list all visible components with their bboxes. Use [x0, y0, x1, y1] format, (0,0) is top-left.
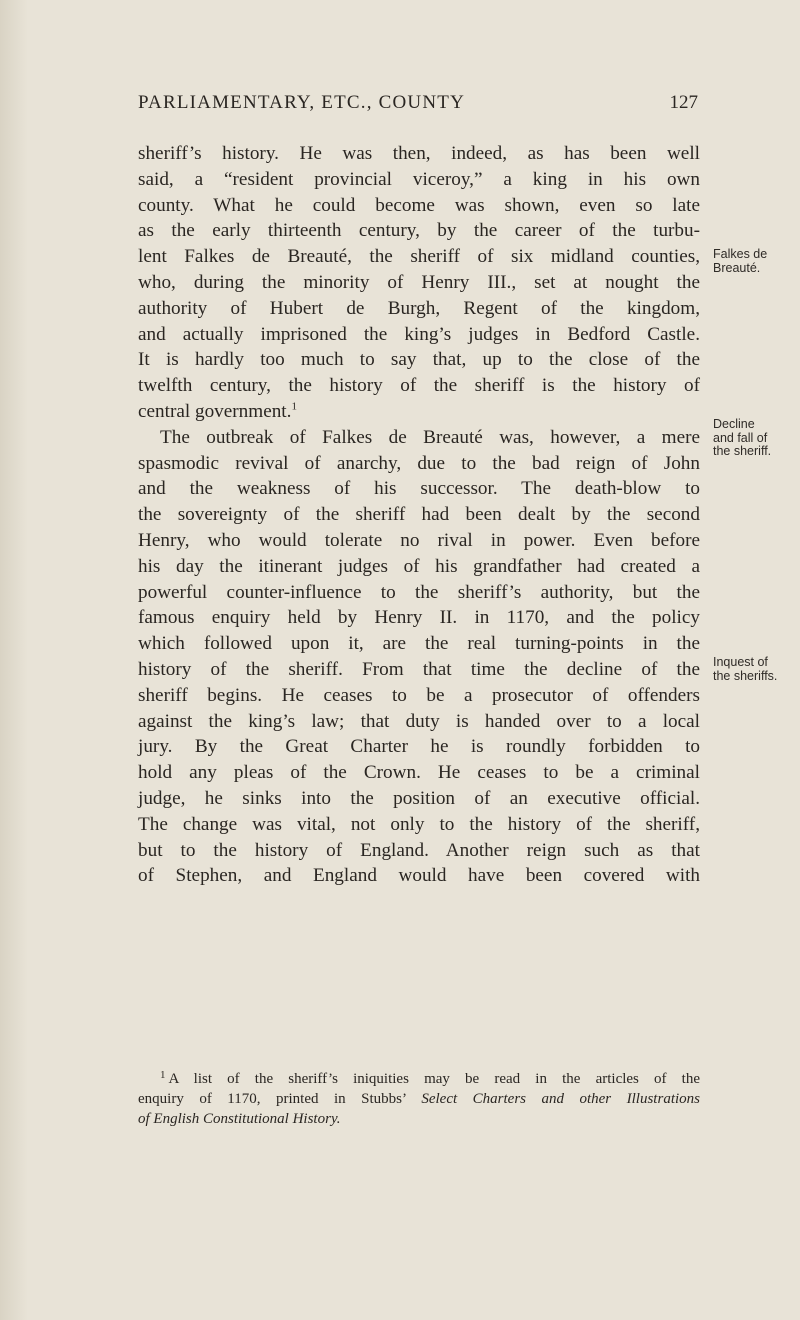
text-line: which followed upon it, are the real turning-points in the: [138, 633, 700, 655]
text-line: against the king’s law; that duty is handed over to a local: [138, 710, 700, 732]
margin-note-line: the sheriff.: [713, 444, 772, 458]
margin-note-falkes: [713, 248, 793, 275]
book-title: of English Constitutional History.: [138, 1111, 341, 1127]
text-line: spasmodic revival of anarchy, due to the bad reign of John: [138, 452, 700, 474]
text-line: sheriff begins. He ceases to be a prosecutor of offenders: [138, 684, 700, 706]
text-line: of Stephen, and England would have been covered with: [138, 865, 700, 887]
footnote-line: [138, 1109, 700, 1129]
text-line: but to the history of England. Another reign such as that: [138, 839, 700, 861]
text-line: [138, 399, 700, 425]
footnote-mark: 1: [160, 1069, 166, 1081]
text-line: The outbreak of Falkes de Breauté was, however, a mere: [160, 426, 700, 448]
text-line: It is hardly too much to say that, up to the close of the: [138, 349, 700, 371]
margin-note-inquest: [713, 656, 793, 683]
text-line: powerful counter-influence to the sheriff’s authority, but the: [138, 581, 700, 603]
margin-note-line: Decline: [713, 417, 755, 431]
text-line: Henry, who would tolerate no rival in power. Even before: [138, 529, 700, 551]
text-line: and actually imprisoned the king’s judges in Bedford Castle.: [138, 323, 700, 345]
text-line: who, during the minority of Henry III., set at nought the: [138, 271, 700, 293]
text-line: famous enquiry held by Henry II. in 1170, and the policy: [138, 607, 700, 629]
margin-note-line: Breauté.: [713, 260, 761, 275]
margin-note-line: the sheriffs.: [713, 668, 778, 683]
body-text: [138, 141, 700, 889]
text-line: sheriff’s history. He was then, indeed, as has been well: [138, 143, 700, 164]
text-line: twelfth century, the history of the sheriff is the history of: [138, 375, 700, 397]
text-line: the sovereignty of the sheriff had been dealt by the second: [138, 504, 700, 526]
text-line: authority of Hubert de Burgh, Regent of the kingdom,: [138, 297, 700, 319]
footnote-line: [138, 1089, 700, 1109]
margin-note-line: Inquest of: [713, 655, 768, 669]
footnotes: [138, 1069, 700, 1129]
text-line: history of the sheriff. From that time the decline of the: [138, 658, 700, 680]
page-number: 127: [669, 92, 698, 113]
text-line: county. What he could become was shown, even so late: [138, 194, 700, 216]
margin-note-line: Falkes de: [713, 247, 768, 261]
text-line: jury. By the Great Charter he is roundly forbidden to: [138, 736, 700, 758]
book-title: Select Charters and other Illustrations: [421, 1091, 700, 1107]
text-line: and the weakness of his successor. The death-blow to: [138, 478, 700, 500]
footnote-text: enquiry of 1170, printed in Stubbs’: [138, 1091, 422, 1107]
text-line: his day the itinerant judges of his grandfather had created a: [138, 555, 700, 577]
page-header: [138, 92, 698, 118]
text-line: said, a “resident provincial viceroy,” a king in his own: [138, 168, 700, 190]
text-line-content: central government.: [138, 400, 292, 422]
margin-note-decline: [713, 418, 793, 459]
running-head: PARLIAMENTARY, ETC., COUNTY: [138, 92, 465, 113]
page-gutter-shadow: [0, 0, 28, 1320]
text-line: judge, he sinks into the position of an executive official.: [138, 787, 700, 809]
text-line: hold any pleas of the Crown. He ceases to be a criminal: [138, 762, 700, 784]
text-line: lent Falkes de Breauté, the sheriff of six midland counties,: [138, 246, 700, 268]
footnote-reference[interactable]: 1: [291, 400, 297, 413]
footnote-line: [138, 1069, 700, 1089]
text-line: The change was vital, not only to the history of the sheriff,: [138, 813, 700, 835]
footnote-text: A list of the sheriff’s iniquities may be read in the articles of the: [168, 1071, 700, 1087]
text-line: as the early thirteenth century, by the career of the turbu-: [138, 220, 700, 242]
margin-note-line: and fall of: [713, 430, 768, 445]
